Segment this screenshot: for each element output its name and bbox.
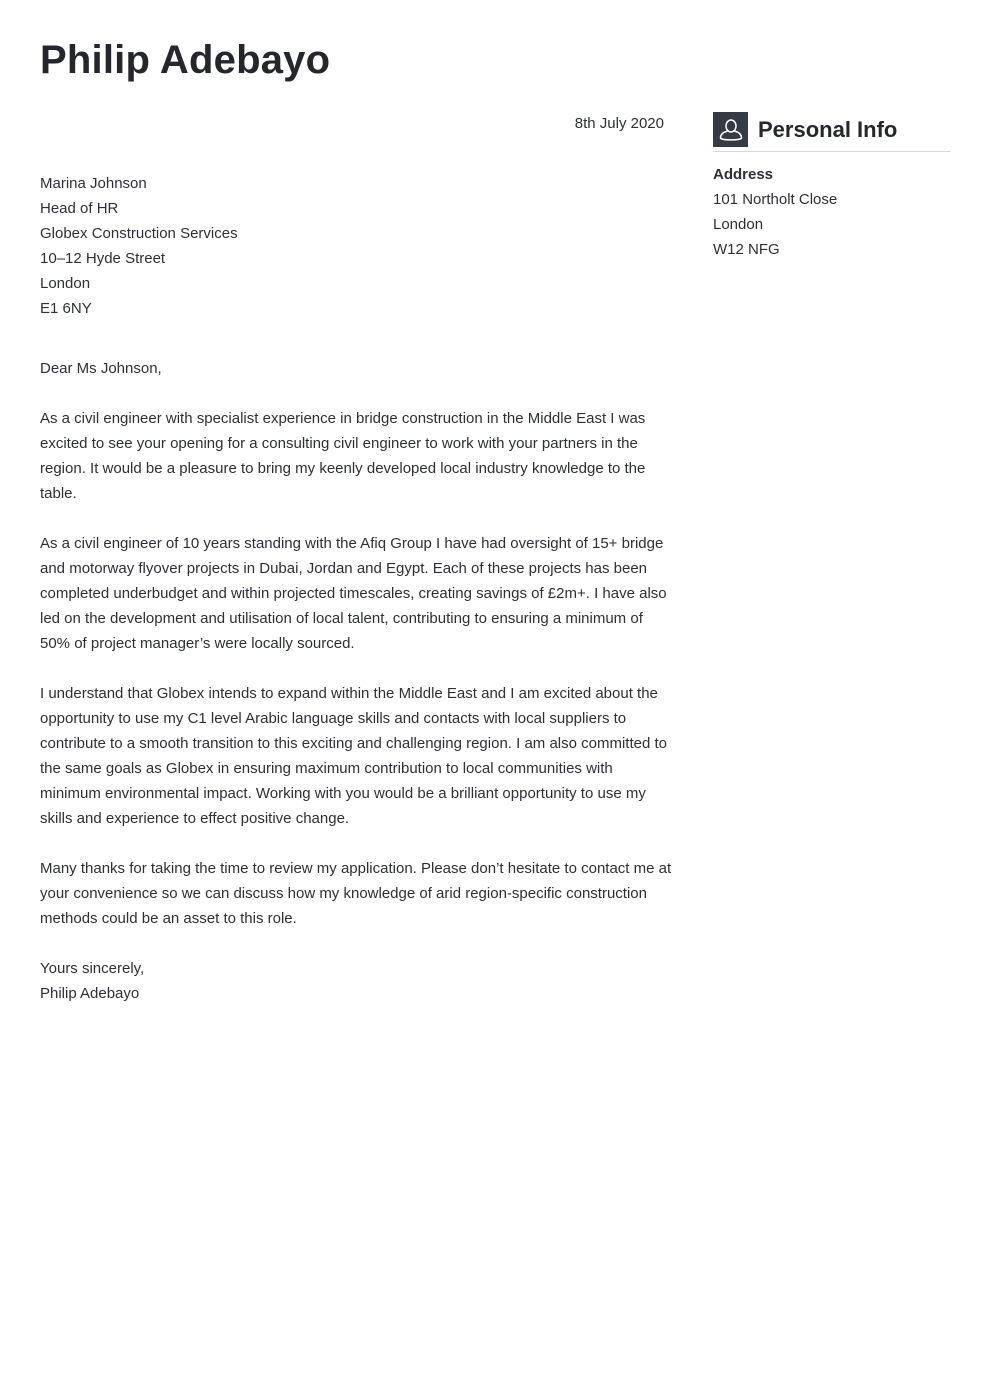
paragraph: As a civil engineer with specialist experience in bridge construction in the Middle East I was excited to see your opening for a consulting civil engineer to work with your partners in the region. It would be a pleasure to bring my keenly developed local industry knowledge to the table. [40, 410, 646, 502]
paragraph: I understand that Globex intends to expand within the Middle East and I am excited about the opportunity to use my C1 level Arabic language skills and contacts with local suppliers to contribute to a smooth transition to this exciting and challenging region. I am also committed to the same goals as Globex in ensuring maximum contribution to local communities with minimum environmental impact. Working with you would be a brilliant opportunity to use my skills and experience to effect positive change. [40, 685, 668, 827]
salutation: Dear Ms Johnson, [40, 360, 162, 377]
address-line: London [713, 216, 764, 233]
recipient-postcode: E1 6NY [40, 300, 92, 317]
letter-body [40, 111, 672, 1006]
sidebar-personal-info [713, 112, 950, 262]
recipient-street: 10–12 Hyde Street [40, 250, 166, 267]
paragraph: As a civil engineer of 10 years standing with the Afiq Group I have had oversight of 15+ bridge and motorway flyover projects in Dubai, Jordan and Egypt. Each of these projects has been completed underbudget and within projected timescales, creating savings of £2m+. I have also led on the development and utilisation of local talent, contributing to ensuring a minimum of 50% of project manager’s were locally sourced. [40, 535, 667, 652]
recipient-address [40, 171, 672, 321]
address-line: W12 NFG [713, 241, 780, 258]
recipient-city: London [40, 275, 91, 292]
personal-info-title: Personal Info [758, 117, 898, 142]
personal-info-header [713, 112, 950, 152]
address-line: 101 Northolt Close [713, 191, 838, 208]
signature: Philip Adebayo [40, 985, 140, 1002]
closing: Yours sincerely, [40, 960, 145, 977]
user-icon [713, 112, 748, 147]
applicant-name: Philip Adebayo [40, 38, 331, 82]
letter-date: 8th July 2020 [574, 115, 664, 132]
recipient-name: Marina Johnson [40, 175, 147, 192]
paragraph: Many thanks for taking the time to review my application. Please don’t hesitate to contact me at your convenience so we can discuss how my knowledge of arid region-specific construction methods could be an asset to this role. [40, 860, 672, 927]
recipient-company: Globex Construction Services [40, 225, 238, 242]
recipient-title: Head of HR [40, 200, 119, 217]
address-label: Address [713, 166, 774, 183]
